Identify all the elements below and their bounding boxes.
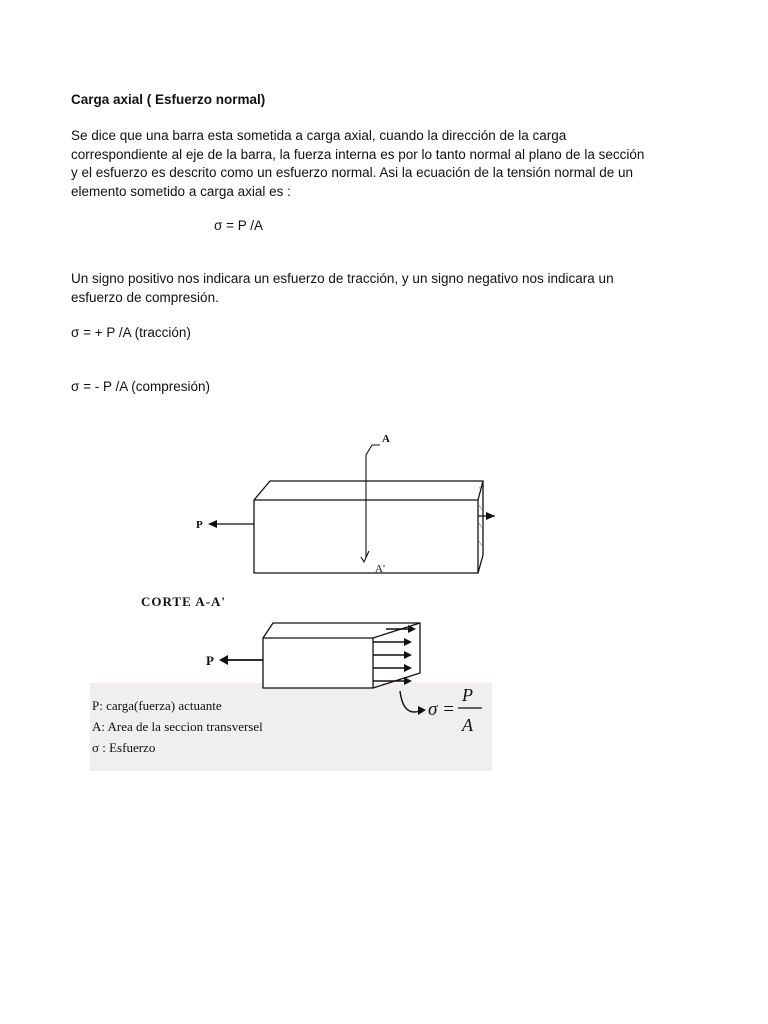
formula-numerator: P	[462, 685, 473, 705]
legend-stress: σ : Esfuerzo	[92, 740, 156, 755]
intro-paragraph	[71, 127, 721, 202]
section-label-A-prime: A'	[375, 563, 385, 575]
compression-equation: σ = - P /A (compresión)	[71, 379, 211, 394]
section-label-A: A	[382, 433, 390, 445]
paragraph-line: Se dice que una barra esta sometida a carga axial, cuando la dirección de la carga	[71, 128, 567, 143]
paragraph-line: y el esfuerzo es descrito como un esfuerzo normal. Asi la ecuación de la tensión normal de un	[71, 165, 634, 181]
tension-equation: σ = + P /A (tracción)	[71, 325, 191, 340]
formula-sigma: σ =	[428, 699, 455, 720]
bar-3d	[254, 481, 483, 573]
load-arrow-right-head	[486, 512, 495, 520]
section-load-arrow	[219, 655, 263, 665]
paragraph-line: correspondiente al eje de la barra, la fuerza interna es por lo tanto normal al plano de la sección	[71, 146, 645, 162]
paragraph-line: elemento sometido a carga axial es :	[71, 184, 291, 200]
axial-load-figure	[90, 425, 495, 775]
section-title: Carga axial ( Esfuerzo normal)	[71, 92, 266, 107]
section-load-label: P	[206, 653, 214, 668]
formula-denominator: A	[462, 715, 473, 735]
legend-load: P: carga(fuerza) actuante	[92, 698, 222, 713]
sign-paragraph	[71, 270, 721, 307]
corte-label: CORTE A-A'	[141, 594, 227, 609]
paragraph-line: esfuerzo de compresión.	[71, 289, 219, 305]
stress-equation: σ = P /A	[214, 218, 263, 233]
paragraph-line: Un signo positivo nos indicara un esfuerzo de tracción, y un signo negativo nos indicara un	[71, 271, 614, 286]
load-label-left: P	[196, 519, 203, 531]
load-arrow-left	[208, 520, 254, 528]
legend-area: A: Area de la seccion transversel	[92, 719, 263, 734]
